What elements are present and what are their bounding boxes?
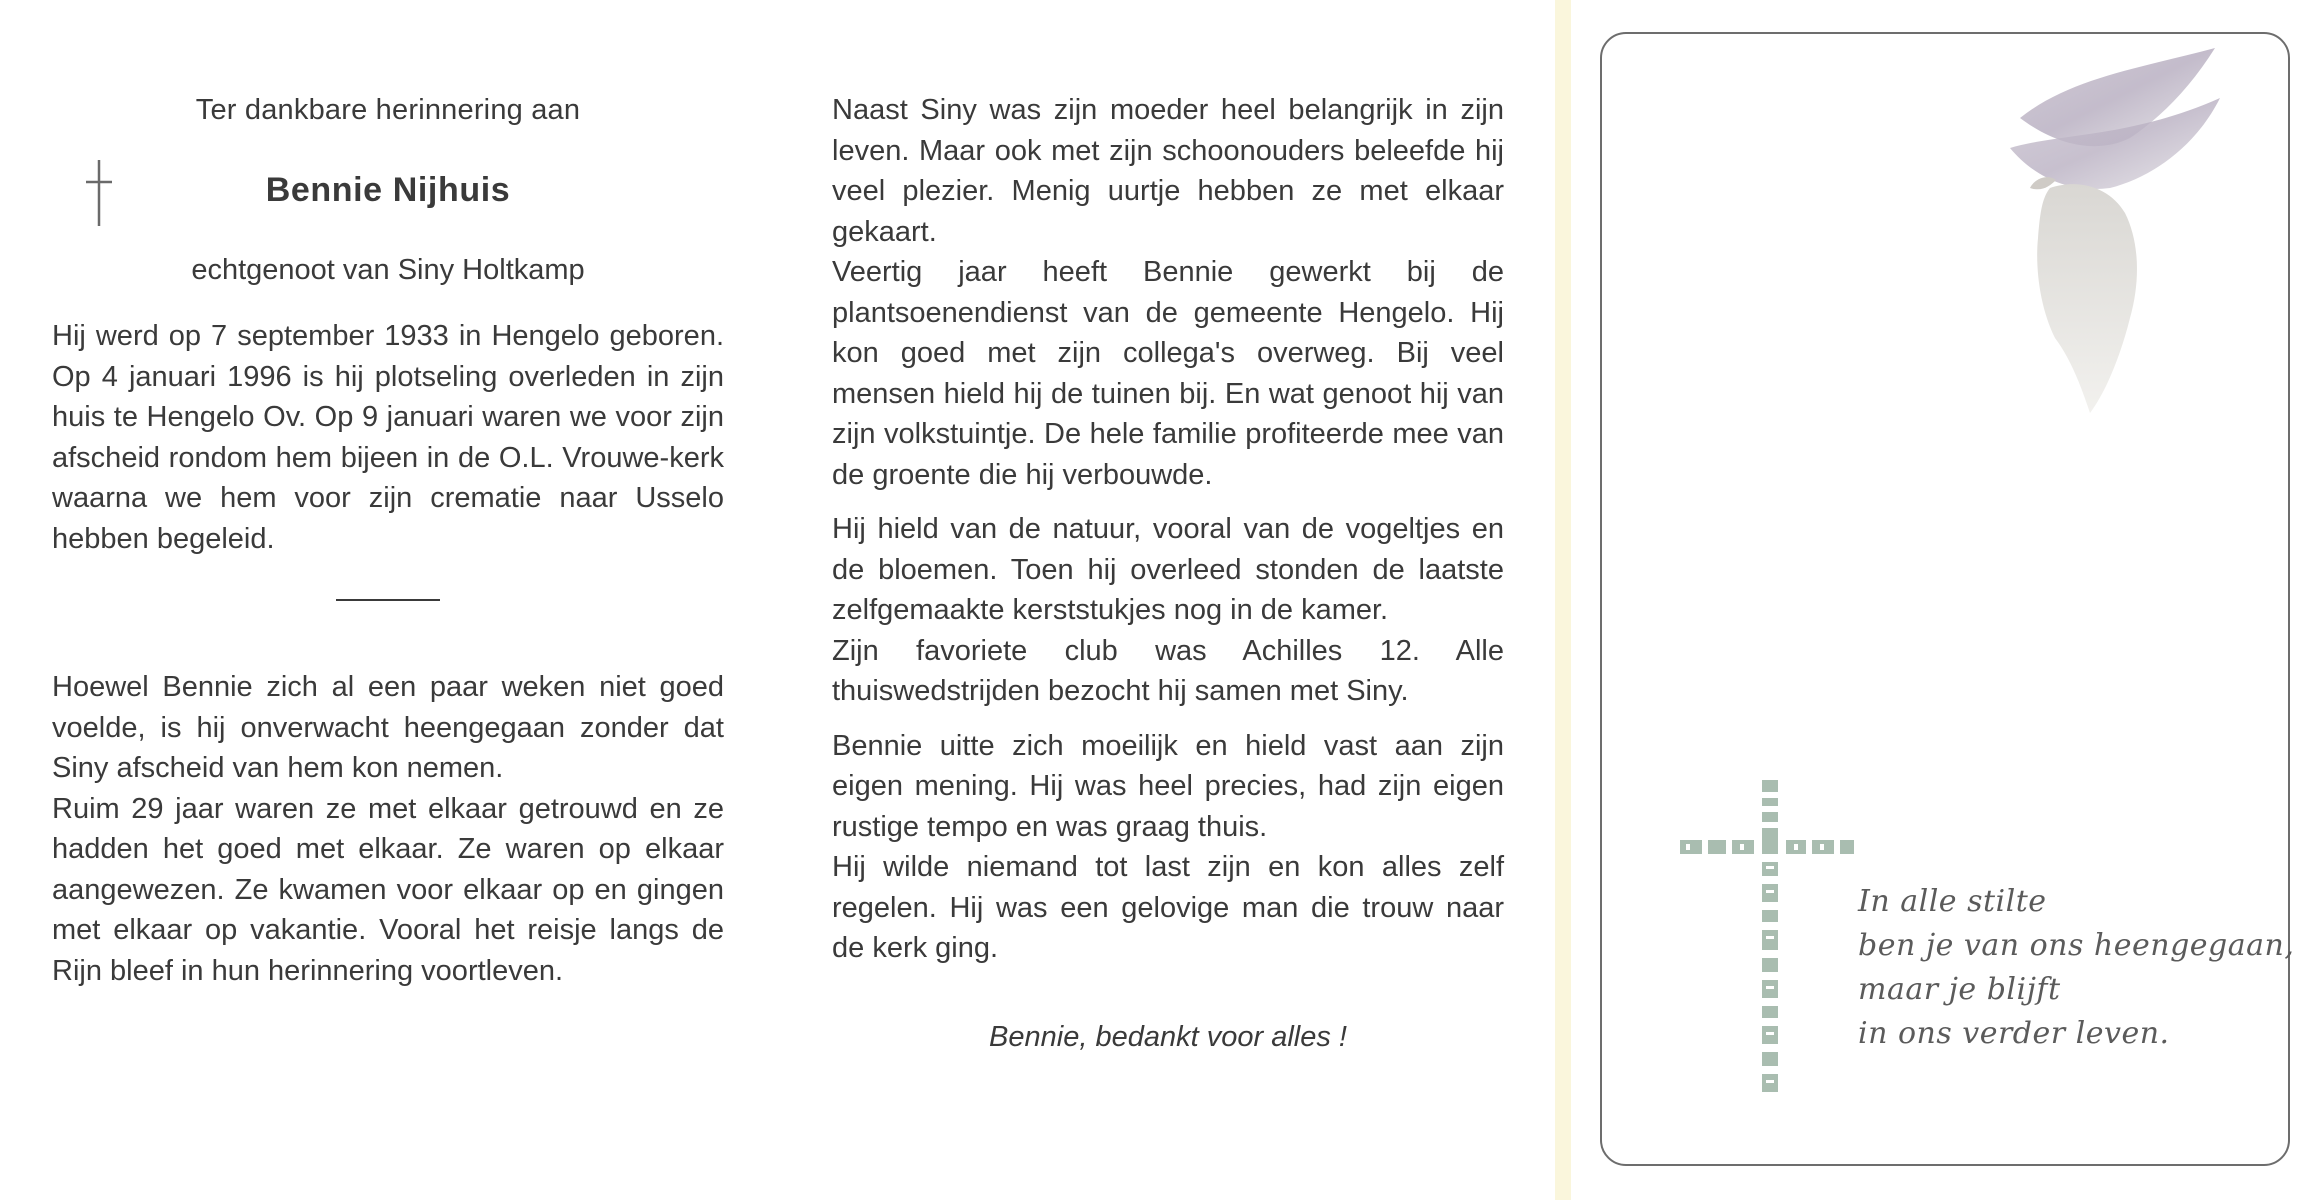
paragraph-work: Veertig jaar heeft Bennie gewerkt bij de plantsoenendienst van de gemeente Hengelo. Hij kon goed met zijn collega's overweg. Bij veel mensen hield hij de tuinen bij. En wat genoot hij van zijn volkstuintje. De hele familie profiteerde mee van de groente die hij verbouwde. [832,256,1504,491]
decorative-cross-icon [1680,780,1860,1110]
poem-line: In alle stilte [1858,884,2047,919]
dove-icon [1990,38,2230,418]
paragraph-character: Bennie uitte zich moeilijk en hield vast aan zijn eigen mening. Hij was heel precies, had zijn eigen rustige tempo en was graag thuis. [832,729,1504,843]
poem-text [1858,880,2295,1056]
paragraph-club: Zijn favoriete club was Achilles 12. Alle thuiswedstrijden bezocht hij samen met Siny. [832,634,1504,707]
intro-text: Ter dankbare herinnering aan [195,94,581,126]
paragraph-family: Naast Siny was zijn moeder heel belangrijk in zijn leven. Maar ook met zijn schoonouders beleefde hij veel plezier. Menig uurtje hebben ze met elkaar gekaart. [832,94,1504,248]
paragraph-faith: Hij wilde niemand tot last zijn en kon alles zelf regelen. Hij was een gelovige man die trouw naar de kerk ging. [832,851,1504,964]
paragraph-nature: Hij hield van de natuur, vooral van de vogeltjes en de bloemen. Toen hij overleed stonden de laatste zelfgemaakte kerststukjes nog in de kamer. [832,513,1504,626]
spouse-text: echtgenoot van Siny Holtkamp [191,254,585,286]
middle-column [832,90,1504,1057]
closing-thanks: Bennie, bedankt voor alles ! [989,1020,1347,1053]
paragraph-birth-death: Hij werd op 7 september 1933 in Hengelo geboren. Op 4 januari 1996 is hij plotseling overleden in zijn huis te Hengelo Ov. Op 9 januari waren we voor zijn afscheid rondom hem bijeen in de O.L. Vrouwe-kerk waarna we hem voor zijn crematie naar Usselo hebben begeleid. [52,320,724,555]
paragraph-marriage: Ruim 29 jaar waren ze met elkaar getrouwd en ze hadden het goed met elkaar. Ze waren op elkaar aangewezen. Ze kwamen voor elkaar op en gingen met elkaar op vakantie. Vooral het reisje langs de Rijn bleef in hun herinnering voortleven. [52,792,724,987]
poem-line: ben je van ons heengegaan, [1858,928,2295,963]
left-column [52,90,724,991]
poem-line: maar je blijft [1858,972,2061,1007]
paragraph-sudden-passing: Hoewel Bennie zich al een paar weken niet goed voelde, is hij onverwacht heengegaan zonder dat Siny afscheid van hem kon nemen. [52,671,724,784]
fold-strip [1555,0,1571,1200]
poem-line: in ons verder leven. [1858,1016,2170,1051]
separator-line [336,599,440,601]
deceased-name: Bennie Nijhuis [265,171,511,209]
